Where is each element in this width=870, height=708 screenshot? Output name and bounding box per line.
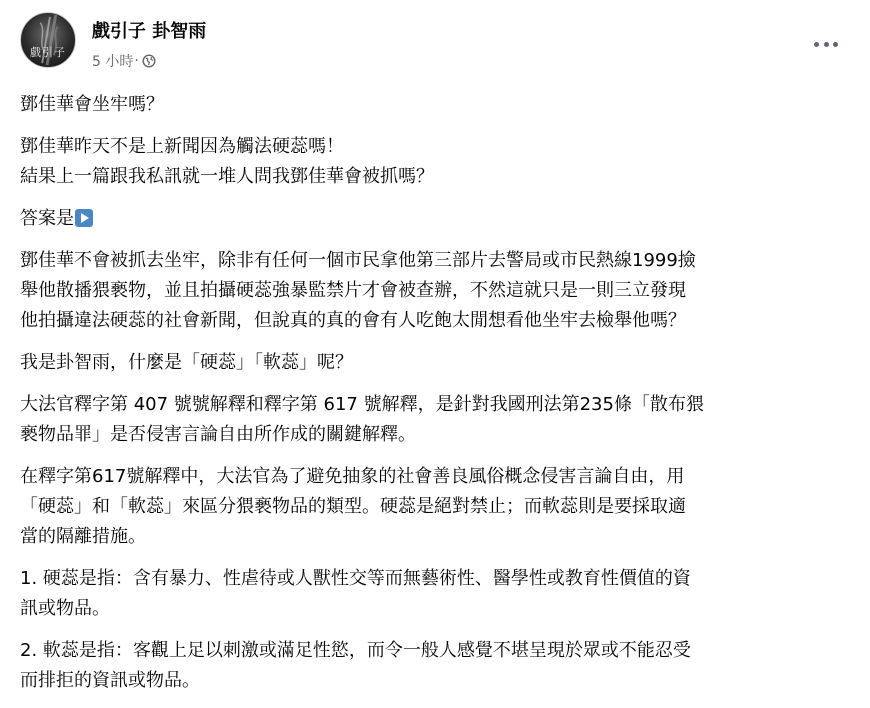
more-dot (833, 42, 838, 47)
post-line: 「硬蕊」和「軟蕊」來區分猥褻物品的類型。硬蕊是絕對禁止；而軟蕊則是要採取適 (20, 496, 686, 517)
post-line: 當的隔離措施。 (20, 526, 146, 547)
avatar[interactable] (20, 12, 76, 68)
post-line: 結果上一篇跟我私訊就一堆人問我鄧佳華會被抓嗎？ (20, 166, 434, 187)
post-paragraph (20, 132, 860, 192)
post-paragraph (20, 246, 860, 336)
post-meta (92, 51, 156, 71)
post-line: 訊或物品。 (20, 598, 110, 619)
avatar-label: 戲引子 (30, 46, 66, 59)
post-line: 而排拒的資訊或物品。 (20, 670, 200, 691)
post-line: 1. 硬蕊是指：含有暴力、性虐待或人獸性交等而無藝術性、醫學性或教育性價值的資 (20, 568, 691, 589)
post-line: 他拍攝違法硬蕊的社會新聞，但說真的真的會有人吃飽太閒想看他坐牢去檢舉他嗎？ (20, 310, 686, 331)
post-paragraph (20, 90, 860, 120)
post-line: 我是卦智雨，什麼是「硬蕊」「軟蕊」呢？ (20, 352, 353, 373)
more-options-icon[interactable] (808, 32, 844, 56)
post-timestamp[interactable]: 5 小時 (92, 54, 134, 70)
post-line: 鄧佳華會坐牢嗎？ (20, 94, 164, 115)
post-paragraph (20, 348, 860, 378)
post-paragraph (20, 462, 860, 552)
post-line: 鄧佳華不會被抓去坐牢，除非有任何一個市民拿他第三部片去警局或市民熱線1999撿 (20, 250, 696, 271)
post-paragraph (20, 564, 860, 624)
more-dot (824, 42, 829, 47)
post-line: 鄧佳華昨天不是上新聞因為觸法硬蕊嗎！ (20, 136, 344, 157)
globe-icon[interactable] (142, 54, 156, 68)
post-line: 舉他散播猥褻物，並且拍攝硬蕊強暴監禁片才會被查辦，不然這就只是一則三立發現 (20, 280, 686, 301)
post-line: 2. 軟蕊是指：客觀上足以刺激或滿足性慾，而令一般人感覺不堪呈現於眾或不能忍受 (20, 640, 691, 661)
post-paragraph (20, 636, 860, 696)
play-button-icon (75, 209, 93, 227)
post-line: 大法官釋字第 407 號號解釋和釋字第 617 號解釋，是針對我國刑法第235條「散布猥 (20, 394, 704, 415)
post-line: 在釋字第617號解釋中，大法官為了避免抽象的社會善良風俗概念侵害言論自由，用 (20, 466, 685, 487)
post-line: 答案是 (20, 208, 74, 229)
post-body (20, 90, 860, 708)
post-paragraph (20, 390, 860, 450)
post-paragraph (20, 204, 860, 234)
meta-separator: · (134, 53, 139, 69)
post-line: 褻物品罪」是否侵害言論自由所作成的關鍵解釋。 (20, 424, 416, 445)
more-dot (814, 42, 819, 47)
author-name[interactable]: 戲引子 卦智雨 (92, 21, 207, 42)
